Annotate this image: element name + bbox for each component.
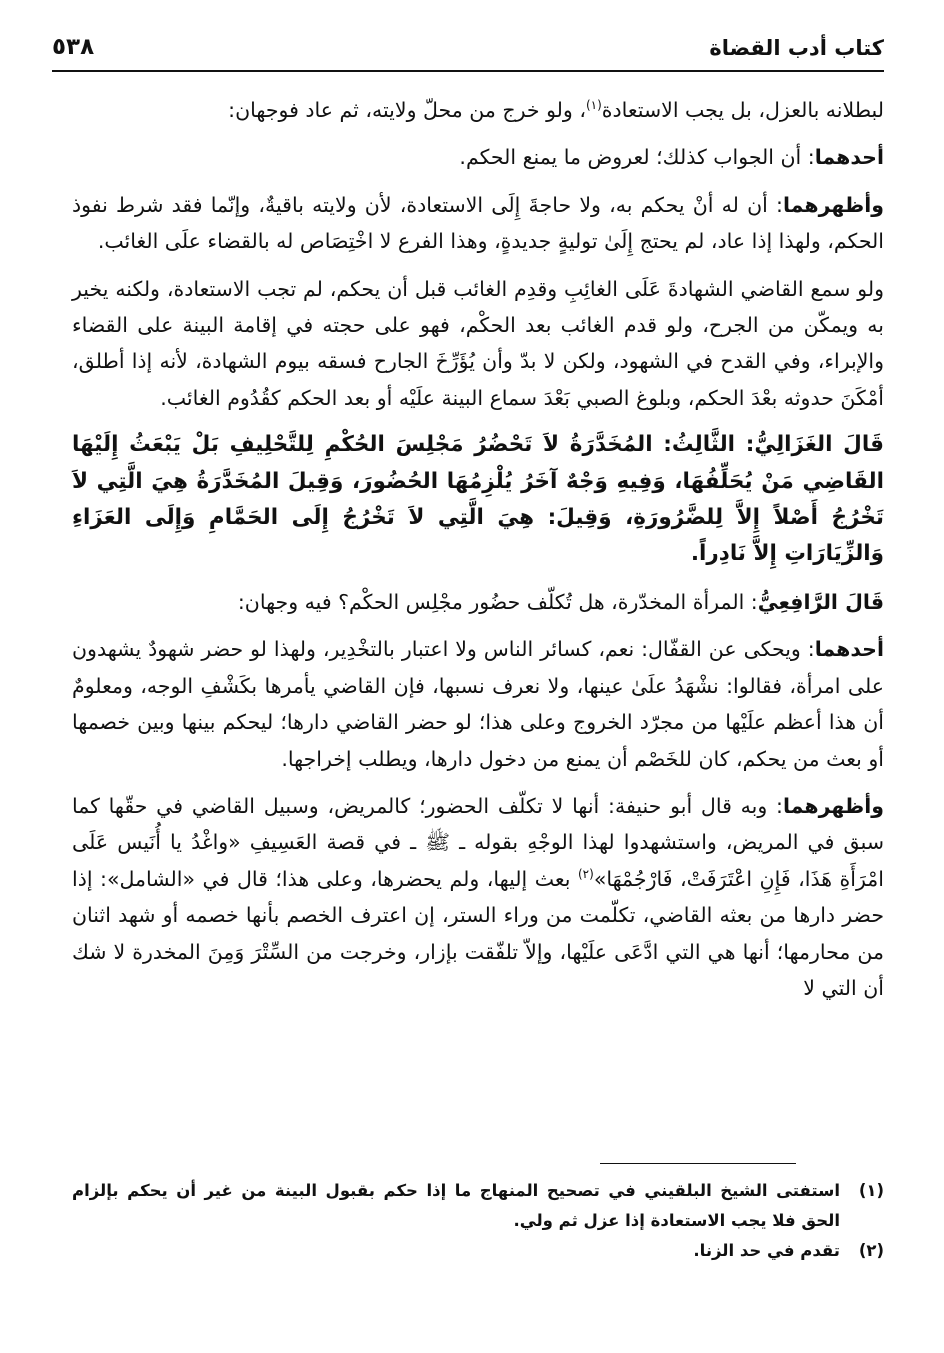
page-number: ٥٣٨ (52, 34, 95, 60)
footnote-text: استفتى الشيخ البلقيني في تصحيح المنهاج ما إذا حكم بقبول البينة من غير أن يحكم بإلزام الحق فلا يجب الاستعادة إذا عزل ثم ولي. (72, 1181, 840, 1230)
paragraph-7: أحدهما: ويحكى عن القفّال: نعم، كسائر الناس ولا اعتبار بالتخْدِير، ولهذا لو حضر شهودٌ يشهدون على امرأة، فقالوا: نشْهَدُ علَىٰ عينها، ولا نعرف نسبها، فإن القاضي يأمرها بكَشْفِ الوجه، ومعلومٌ أن هذا أعظم علَيْها من مجرّد الخروج وعلى هذا؛ لو حضر القاضي دارها؛ ليحكم بينها وبين خصمها أو بعث من يحكم، كان للخَصْم أن يمنع من دخول دارها، ويطلب إخراجها. (72, 637, 884, 771)
paragraph-4: ولو سمع القاضي الشهادةَ عَلَى الغائِبِ وقدِم الغائب قبل أن يحكم، لم تجب الاستعادة، ولكنه يخير به ويمكّن من الجرح، ولو قدم الغائب بعد الحكْم، فهو على حجته في إقامة البينة على القضاء والإبراء، وفي القدح في الشهود، ولكن لا بدّ وأن يُؤَرِّخَ الجارح فسقه بيوم الشهادة، لأنه إذا أطلق، أمْكَنَ حدوثه بعْدَ الحكم، وبلوغ الصبي بَعْدَ سماع البينة علَيْه أو بعد الحكم كقُدُوم الغائب. (72, 276, 884, 410)
footnote-marker: (١) (858, 1181, 884, 1200)
footnotes (72, 1176, 884, 1266)
quoted-matn: قَالَ الغَزَالِيُّ: الثَّالِثُ: المُخَدَّرَةُ لاَ تَحْضُرُ مَجْلِسَ الحُكْمِ لِلتَّحْلِيفِ بَلْ يَبْعَثُ إِلَيْهَا القَاضِي مَنْ يُحَلِّفُهَا، وَفِيهِ وَجْهٌ آخَرُ يُلْزِمُهَا الحُضُورَ، وَقِيلَ المُخَدَّرَةُ هِيَ الَّتِي لاَ تَخْرُجُ أَصْلاً إِلاَّ لِلضَّرُورَةِ، وَقِيلَ: هِيَ الَّتِي لاَ تَخْرُجُ إِلَى الحَمَّامِ وَإِلَى العَزَاءِ وَالزِّيَارَاتِ إِلاَّ نَادِراً. (72, 432, 884, 567)
footnote-divider (600, 1163, 796, 1164)
book-title: كتاب أدب القضاة (709, 36, 884, 60)
paragraph-lead: قَالَ الغَزَالِيُّ (754, 432, 884, 458)
paragraph-1: لبطلانه بالعزل، بل يجب الاستعادة$^{(١)}$، ولو خرج من محلّ ولايته، ثم عاد فوجهان: (228, 98, 884, 122)
paragraph-lead: وأظهرهما (782, 192, 884, 217)
paragraph-lead: قَالَ الرَّافِعِيُّ (757, 589, 884, 614)
paragraph-lead: أحدهما (814, 637, 884, 662)
footnote-marker: (٢) (858, 1241, 884, 1260)
footnote-2 (72, 1236, 884, 1266)
paragraph-6: قَالَ الرَّافِعِيُّ: المرأة المخدّرة، هل تُكلّف حضُور مجْلِس الحكْم؟ فيه وجهان: (237, 589, 884, 614)
paragraph-3: وأظهرهما: أن له أنْ يحكم به، ولا حاجةَ إِلَى الاستعادة، لأن ولايته باقيةٌ، وإنّما فقد شرط نفوذ الحكم، ولهذا إذا عاد، لم يحتج إِلَىٰ توليةٍ جديدةٍ، وهذا الفرع لا اخْتِصَاص له بالقضاء علَى الغائب. (72, 192, 884, 254)
footnote-text: تقدم في حد الزنا. (693, 1241, 840, 1260)
paragraph-2: أحدهما: أن الجواب كذلك؛ لعروض ما يمنع الحكم. (459, 145, 884, 170)
footnote-1 (72, 1176, 884, 1236)
paragraph-8: وأظهرهما: وبه قال أبو حنيفة: أنها لا تكلّف الحضور؛ كالمريض، وسبيل القاضي في حقّها كما سبق في المريض، واستشهدوا لهذا الوجْهِ بقوله ـ ﷺ ـ في قصة العَسِيفِ «واغْدُ يا أُنَيس عَلَى امْرَأَةِ هَذَا، فَإِنِ اعْتَرَفَتْ، فَارْجُمْهَا»$^{(٢)}$ بعث إليها، ولم يحضرها، وعلى هذا؛ قال في «الشامل»: إذا حضر دارها من بعثه القاضي، تكلّمت من وراء الستر، إن اعترف الخصم بأنها خصمه أو شهد اثنان من محارمها؛ أنها هي التي ادَّعَى علَيْها، وإلاّ تلفّقت بإزار، وخرجت من السِّتْرَ وَمِنَ المخدرة لا شك أن التي لا (72, 793, 884, 1000)
paragraph-lead: وأظهرهما (782, 793, 884, 818)
footnote-ref-2[interactable]: (٢) (577, 866, 594, 881)
running-header (52, 14, 884, 72)
main-text (72, 92, 884, 1017)
paragraph-lead: أحدهما (814, 145, 884, 170)
footnote-ref-1[interactable]: (١) (585, 98, 602, 113)
